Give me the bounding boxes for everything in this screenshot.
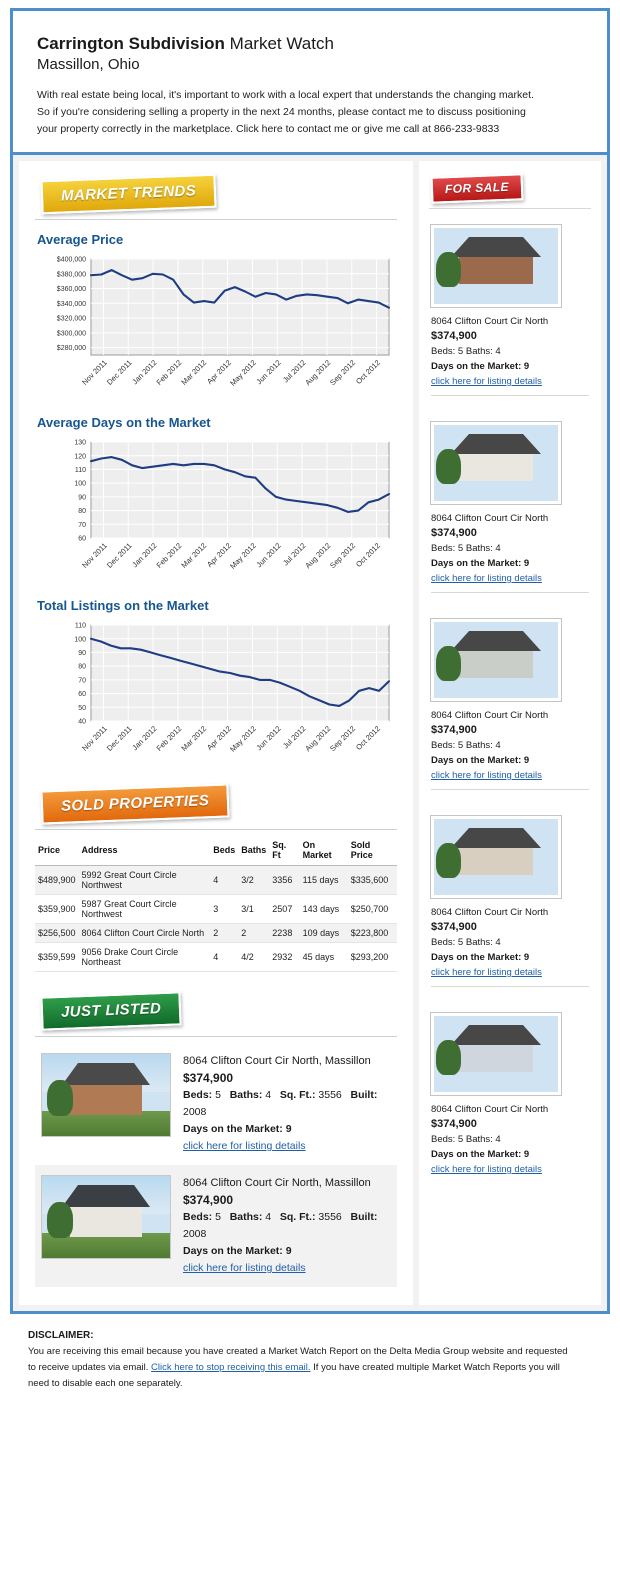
svg-text:Jan 2012: Jan 2012	[130, 358, 159, 387]
for-sale-info	[431, 511, 591, 586]
svg-text:Nov 2011: Nov 2011	[80, 358, 109, 387]
market-trends-ribbon-label: MARKET TRENDS	[40, 174, 216, 215]
photo-house	[70, 1202, 142, 1236]
svg-text:40: 40	[78, 718, 86, 726]
svg-text:May 2012: May 2012	[228, 724, 258, 754]
chart-days-on-market	[37, 436, 397, 586]
table-header-row	[35, 836, 397, 866]
photo-tree	[436, 646, 461, 681]
for-sale-days-on-market: Days on the Market: 9	[431, 755, 530, 766]
cell-baths: 3/1	[238, 895, 269, 924]
list-item	[35, 1165, 397, 1287]
for-sale-days-on-market: Days on the Market: 9	[431, 558, 530, 569]
cell-sqft: 2932	[269, 943, 299, 972]
chart-title-total-listings: Total Listings on the Market	[37, 598, 209, 613]
for-sale-info	[431, 314, 591, 389]
report-frame	[10, 8, 610, 1314]
svg-text:Jul 2012: Jul 2012	[281, 358, 308, 385]
svg-text:Jun 2012: Jun 2012	[254, 358, 283, 387]
photo-house	[459, 646, 533, 678]
cell-sold-price: $335,600	[348, 866, 397, 895]
days-on-market-svg	[37, 436, 397, 586]
svg-text:Jul 2012: Jul 2012	[281, 724, 308, 751]
property-photo	[431, 225, 561, 307]
svg-text:Oct 2012: Oct 2012	[354, 358, 382, 386]
col-baths: Baths	[238, 836, 269, 866]
cell-address: 9056 Drake Court Circle Northeast	[79, 943, 211, 972]
photo-roof	[451, 631, 540, 651]
listing-days-on-market: Days on the Market: 9	[183, 1123, 292, 1135]
photo-tree	[47, 1080, 73, 1116]
svg-text:Mar 2012: Mar 2012	[179, 358, 209, 387]
svg-text:Mar 2012: Mar 2012	[179, 724, 209, 753]
svg-text:Dec 2011: Dec 2011	[104, 358, 134, 387]
photo-tree	[436, 1040, 461, 1075]
disclaimer	[10, 1314, 610, 1412]
cell-beds: 4	[210, 866, 238, 895]
page-title-subdivision: Carrington Subdivision	[37, 34, 225, 53]
page-title-suffix: Market Watch	[224, 34, 334, 53]
for-sale-details-link[interactable]: click here for listing details	[431, 1164, 542, 1175]
svg-text:Apr 2012: Apr 2012	[205, 358, 233, 386]
svg-text:$380,000: $380,000	[56, 271, 86, 279]
unsubscribe-link[interactable]: Click here to stop receiving this email.	[151, 1362, 311, 1373]
for-sale-days-on-market: Days on the Market: 9	[431, 1149, 530, 1160]
svg-text:Feb 2012: Feb 2012	[154, 358, 184, 387]
divider	[35, 219, 397, 220]
listing-price: $374,900	[183, 1193, 234, 1207]
total-listings-svg	[37, 619, 397, 769]
divider	[431, 395, 589, 396]
photo-tree	[47, 1202, 73, 1238]
listing-address: 8064 Clifton Court Cir North, Massillon	[183, 1055, 371, 1067]
svg-text:May 2012: May 2012	[228, 358, 258, 388]
disclaimer-line-1: You are receiving this email because you have created a Market Watch Report on the Delta Media Group website and requested	[28, 1346, 568, 1357]
listing-info	[183, 1175, 391, 1277]
col-price: Price	[35, 836, 79, 866]
sold-properties-table	[35, 836, 397, 972]
page-title	[37, 33, 583, 54]
property-photo	[41, 1053, 171, 1137]
svg-text:Jan 2012: Jan 2012	[130, 541, 159, 570]
table-row	[35, 924, 397, 943]
svg-text:$280,000: $280,000	[56, 345, 86, 353]
for-sale-card	[427, 215, 593, 412]
cell-price: $489,900	[35, 866, 79, 895]
disclaimer-line-2-pre: to receive updates via email.	[28, 1362, 152, 1373]
svg-text:70: 70	[78, 521, 86, 529]
disclaimer-line-2	[28, 1360, 592, 1376]
divider	[431, 789, 589, 790]
divider	[429, 208, 591, 209]
for-sale-details-link[interactable]: click here for listing details	[431, 376, 542, 387]
for-sale-info	[431, 905, 591, 980]
cell-sqft: 2238	[269, 924, 299, 943]
disclaimer-line-3: need to disable each one separately.	[28, 1378, 183, 1389]
for-sale-days-on-market: Days on the Market: 9	[431, 952, 530, 963]
photo-roof	[451, 434, 540, 454]
just-listed-banner	[41, 994, 397, 1028]
svg-text:130: 130	[74, 439, 86, 447]
chart-title-days-on-market: Average Days on the Market	[37, 415, 211, 430]
svg-text:May 2012: May 2012	[228, 541, 258, 571]
report-header	[13, 11, 607, 155]
svg-text:Aug 2012: Aug 2012	[303, 541, 333, 571]
photo-tree	[436, 449, 461, 484]
col-on-market: On Market	[300, 836, 348, 866]
listing-specs: Beds: 5 Baths: 4 Sq. Ft.: 3556 Built: 2008	[183, 1211, 378, 1240]
for-sale-details-link[interactable]: click here for listing details	[431, 573, 542, 584]
for-sale-column	[419, 161, 601, 1305]
cell-on-market: 143 days	[300, 895, 348, 924]
for-sale-price: $374,900	[431, 724, 477, 736]
sold-properties-body	[35, 866, 397, 972]
svg-text:Aug 2012: Aug 2012	[303, 724, 333, 754]
average-price-svg	[37, 253, 397, 403]
built-label: Built:	[350, 1089, 378, 1101]
svg-text:Dec 2011: Dec 2011	[104, 724, 134, 753]
col-sqft: Sq. Ft	[269, 836, 299, 866]
table-row	[35, 943, 397, 972]
svg-text:90: 90	[78, 650, 86, 658]
svg-text:Oct 2012: Oct 2012	[354, 724, 382, 752]
property-photo	[431, 816, 561, 898]
svg-text:$340,000: $340,000	[56, 300, 86, 308]
for-sale-card	[427, 1003, 593, 1187]
photo-tree	[436, 843, 461, 878]
listing-days-on-market: Days on the Market: 9	[183, 1245, 292, 1257]
intro-line-2: So if you're considering selling a property in the next 24 months, please contact me to discuss positioning	[37, 106, 526, 118]
col-address: Address	[79, 836, 211, 866]
disclaimer-heading: DISCLAIMER:	[28, 1330, 94, 1341]
svg-text:Nov 2011: Nov 2011	[80, 724, 109, 753]
cell-baths: 3/2	[238, 866, 269, 895]
for-sale-days-on-market: Days on the Market: 9	[431, 361, 530, 372]
photo-house	[70, 1080, 142, 1114]
photo-house	[459, 843, 533, 875]
intro-line-1: With real estate being local, it's important to work with a local expert that understands the changing market.	[37, 89, 534, 101]
photo-roof	[62, 1063, 149, 1085]
cell-beds: 3	[210, 895, 238, 924]
svg-text:$360,000: $360,000	[56, 286, 86, 294]
svg-text:60: 60	[78, 535, 86, 543]
built-label: Built:	[350, 1211, 378, 1223]
svg-text:Dec 2011: Dec 2011	[104, 541, 134, 570]
for-sale-card	[427, 806, 593, 1003]
cell-beds: 2	[210, 924, 238, 943]
cell-sold-price: $223,800	[348, 924, 397, 943]
listing-details-link[interactable]: click here for listing details	[183, 1262, 306, 1274]
cell-address: 5987 Great Court Circle Northwest	[79, 895, 211, 924]
for-sale-card	[427, 609, 593, 806]
for-sale-address: 8064 Clifton Court Cir North	[431, 316, 549, 327]
for-sale-price: $374,900	[431, 921, 477, 933]
for-sale-ribbon-label: FOR SALE	[431, 173, 524, 204]
chart-title-average-price: Average Price	[37, 232, 124, 247]
svg-text:120: 120	[74, 453, 86, 461]
cell-price: $359,900	[35, 895, 79, 924]
svg-text:Feb 2012: Feb 2012	[154, 724, 184, 753]
svg-text:Jun 2012: Jun 2012	[254, 724, 283, 753]
for-sale-beds-baths: Beds: 5 Baths: 4	[431, 937, 501, 948]
cell-sold-price: $293,200	[348, 943, 397, 972]
chart-total-listings	[37, 619, 397, 769]
listing-price: $374,900	[183, 1071, 234, 1085]
chart-average-price	[37, 253, 397, 403]
svg-text:Jan 2012: Jan 2012	[130, 724, 159, 753]
property-photo	[431, 619, 561, 701]
baths-label: Baths:	[229, 1089, 263, 1101]
listing-info	[183, 1053, 391, 1155]
for-sale-details-link[interactable]: click here for listing details	[431, 770, 542, 781]
listing-specs: Beds: 5 Baths: 4 Sq. Ft.: 3556 Built: 2008	[183, 1089, 378, 1118]
baths-label: Baths:	[229, 1211, 263, 1223]
svg-text:60: 60	[78, 691, 86, 699]
cell-sqft: 3356	[269, 866, 299, 895]
sold-properties-ribbon-label: SOLD PROPERTIES	[40, 783, 229, 824]
cell-sold-price: $250,700	[348, 895, 397, 924]
divider	[431, 986, 589, 987]
for-sale-price: $374,900	[431, 527, 477, 539]
cell-baths: 2	[238, 924, 269, 943]
for-sale-info	[431, 1102, 591, 1177]
svg-text:Aug 2012: Aug 2012	[303, 358, 333, 388]
divider	[431, 592, 589, 593]
report-body	[13, 155, 607, 1311]
cell-on-market: 115 days	[300, 866, 348, 895]
disclaimer-line-2-post: If you have created multiple Market Watch Reports you will	[310, 1362, 560, 1373]
table-row	[35, 866, 397, 895]
col-beds: Beds	[210, 836, 238, 866]
svg-text:Sep 2012: Sep 2012	[328, 724, 358, 754]
svg-text:Sep 2012: Sep 2012	[328, 358, 358, 388]
beds-label: Beds:	[183, 1089, 213, 1101]
photo-house	[459, 449, 533, 481]
for-sale-beds-baths: Beds: 5 Baths: 4	[431, 543, 501, 554]
table-row	[35, 895, 397, 924]
just-listed-list	[35, 1043, 397, 1287]
listing-details-link[interactable]: click here for listing details	[183, 1140, 306, 1152]
for-sale-price: $374,900	[431, 330, 477, 342]
svg-text:Apr 2012: Apr 2012	[205, 541, 233, 569]
svg-text:$300,000: $300,000	[56, 330, 86, 338]
photo-roof	[62, 1185, 149, 1207]
list-item	[35, 1043, 397, 1165]
for-sale-address: 8064 Clifton Court Cir North	[431, 513, 549, 524]
svg-text:Feb 2012: Feb 2012	[154, 541, 184, 570]
svg-text:80: 80	[78, 663, 86, 671]
cell-price: $359,599	[35, 943, 79, 972]
property-photo	[431, 422, 561, 504]
svg-text:Oct 2012: Oct 2012	[354, 541, 382, 569]
svg-text:80: 80	[78, 508, 86, 516]
for-sale-address: 8064 Clifton Court Cir North	[431, 907, 549, 918]
for-sale-beds-baths: Beds: 5 Baths: 4	[431, 1134, 501, 1145]
svg-text:Jun 2012: Jun 2012	[254, 541, 283, 570]
svg-text:Apr 2012: Apr 2012	[205, 724, 233, 752]
cell-address: 8064 Clifton Court Circle North	[79, 924, 211, 943]
svg-text:Sep 2012: Sep 2012	[328, 541, 358, 571]
svg-text:Nov 2011: Nov 2011	[80, 541, 109, 570]
cell-beds: 4	[210, 943, 238, 972]
sqft-label: Sq. Ft.:	[279, 1211, 316, 1223]
photo-house	[459, 1040, 533, 1072]
beds-label: Beds:	[183, 1211, 213, 1223]
intro-line-3: your property correctly in the marketplace. Click here to contact me or give me call at 866-233-9833	[37, 123, 500, 135]
cell-sqft: 2507	[269, 895, 299, 924]
cell-on-market: 109 days	[300, 924, 348, 943]
cell-baths: 4/2	[238, 943, 269, 972]
cell-on-market: 45 days	[300, 943, 348, 972]
for-sale-price: $374,900	[431, 1118, 477, 1130]
svg-text:100: 100	[74, 636, 86, 644]
svg-text:90: 90	[78, 494, 86, 502]
photo-house	[459, 252, 533, 284]
photo-roof	[451, 828, 540, 848]
for-sale-details-link[interactable]: click here for listing details	[431, 967, 542, 978]
property-photo	[41, 1175, 171, 1259]
svg-text:70: 70	[78, 677, 86, 685]
for-sale-info	[431, 708, 591, 783]
listing-address: 8064 Clifton Court Cir North, Massillon	[183, 1177, 371, 1189]
page-subtitle: Massillon, Ohio	[37, 56, 140, 73]
for-sale-address: 8064 Clifton Court Cir North	[431, 1104, 549, 1115]
svg-text:$400,000: $400,000	[56, 256, 86, 264]
svg-text:$320,000: $320,000	[56, 315, 86, 323]
col-sold-price: Sold Price	[348, 836, 397, 866]
sqft-label: Sq. Ft.:	[279, 1089, 316, 1101]
main-column	[19, 161, 413, 1305]
cell-address: 5992 Great Court Circle Northwest	[79, 866, 211, 895]
svg-text:50: 50	[78, 704, 86, 712]
svg-text:Mar 2012: Mar 2012	[179, 541, 209, 570]
svg-text:110: 110	[74, 622, 86, 630]
for-sale-address: 8064 Clifton Court Cir North	[431, 710, 549, 721]
for-sale-banner	[431, 175, 593, 202]
for-sale-beds-baths: Beds: 5 Baths: 4	[431, 346, 501, 357]
for-sale-list	[427, 215, 593, 1187]
market-trends-banner	[41, 177, 397, 211]
cell-price: $256,500	[35, 924, 79, 943]
photo-roof	[451, 237, 540, 257]
divider	[35, 829, 397, 830]
for-sale-beds-baths: Beds: 5 Baths: 4	[431, 740, 501, 751]
property-photo	[431, 1013, 561, 1095]
just-listed-ribbon-label: JUST LISTED	[40, 991, 181, 1030]
photo-roof	[451, 1025, 540, 1045]
sold-properties-banner	[41, 787, 397, 821]
svg-text:100: 100	[74, 480, 86, 488]
photo-tree	[436, 252, 461, 287]
for-sale-card	[427, 412, 593, 609]
svg-text:110: 110	[74, 467, 86, 475]
intro-text	[37, 87, 583, 138]
divider	[35, 1036, 397, 1037]
svg-text:Jul 2012: Jul 2012	[281, 541, 308, 568]
